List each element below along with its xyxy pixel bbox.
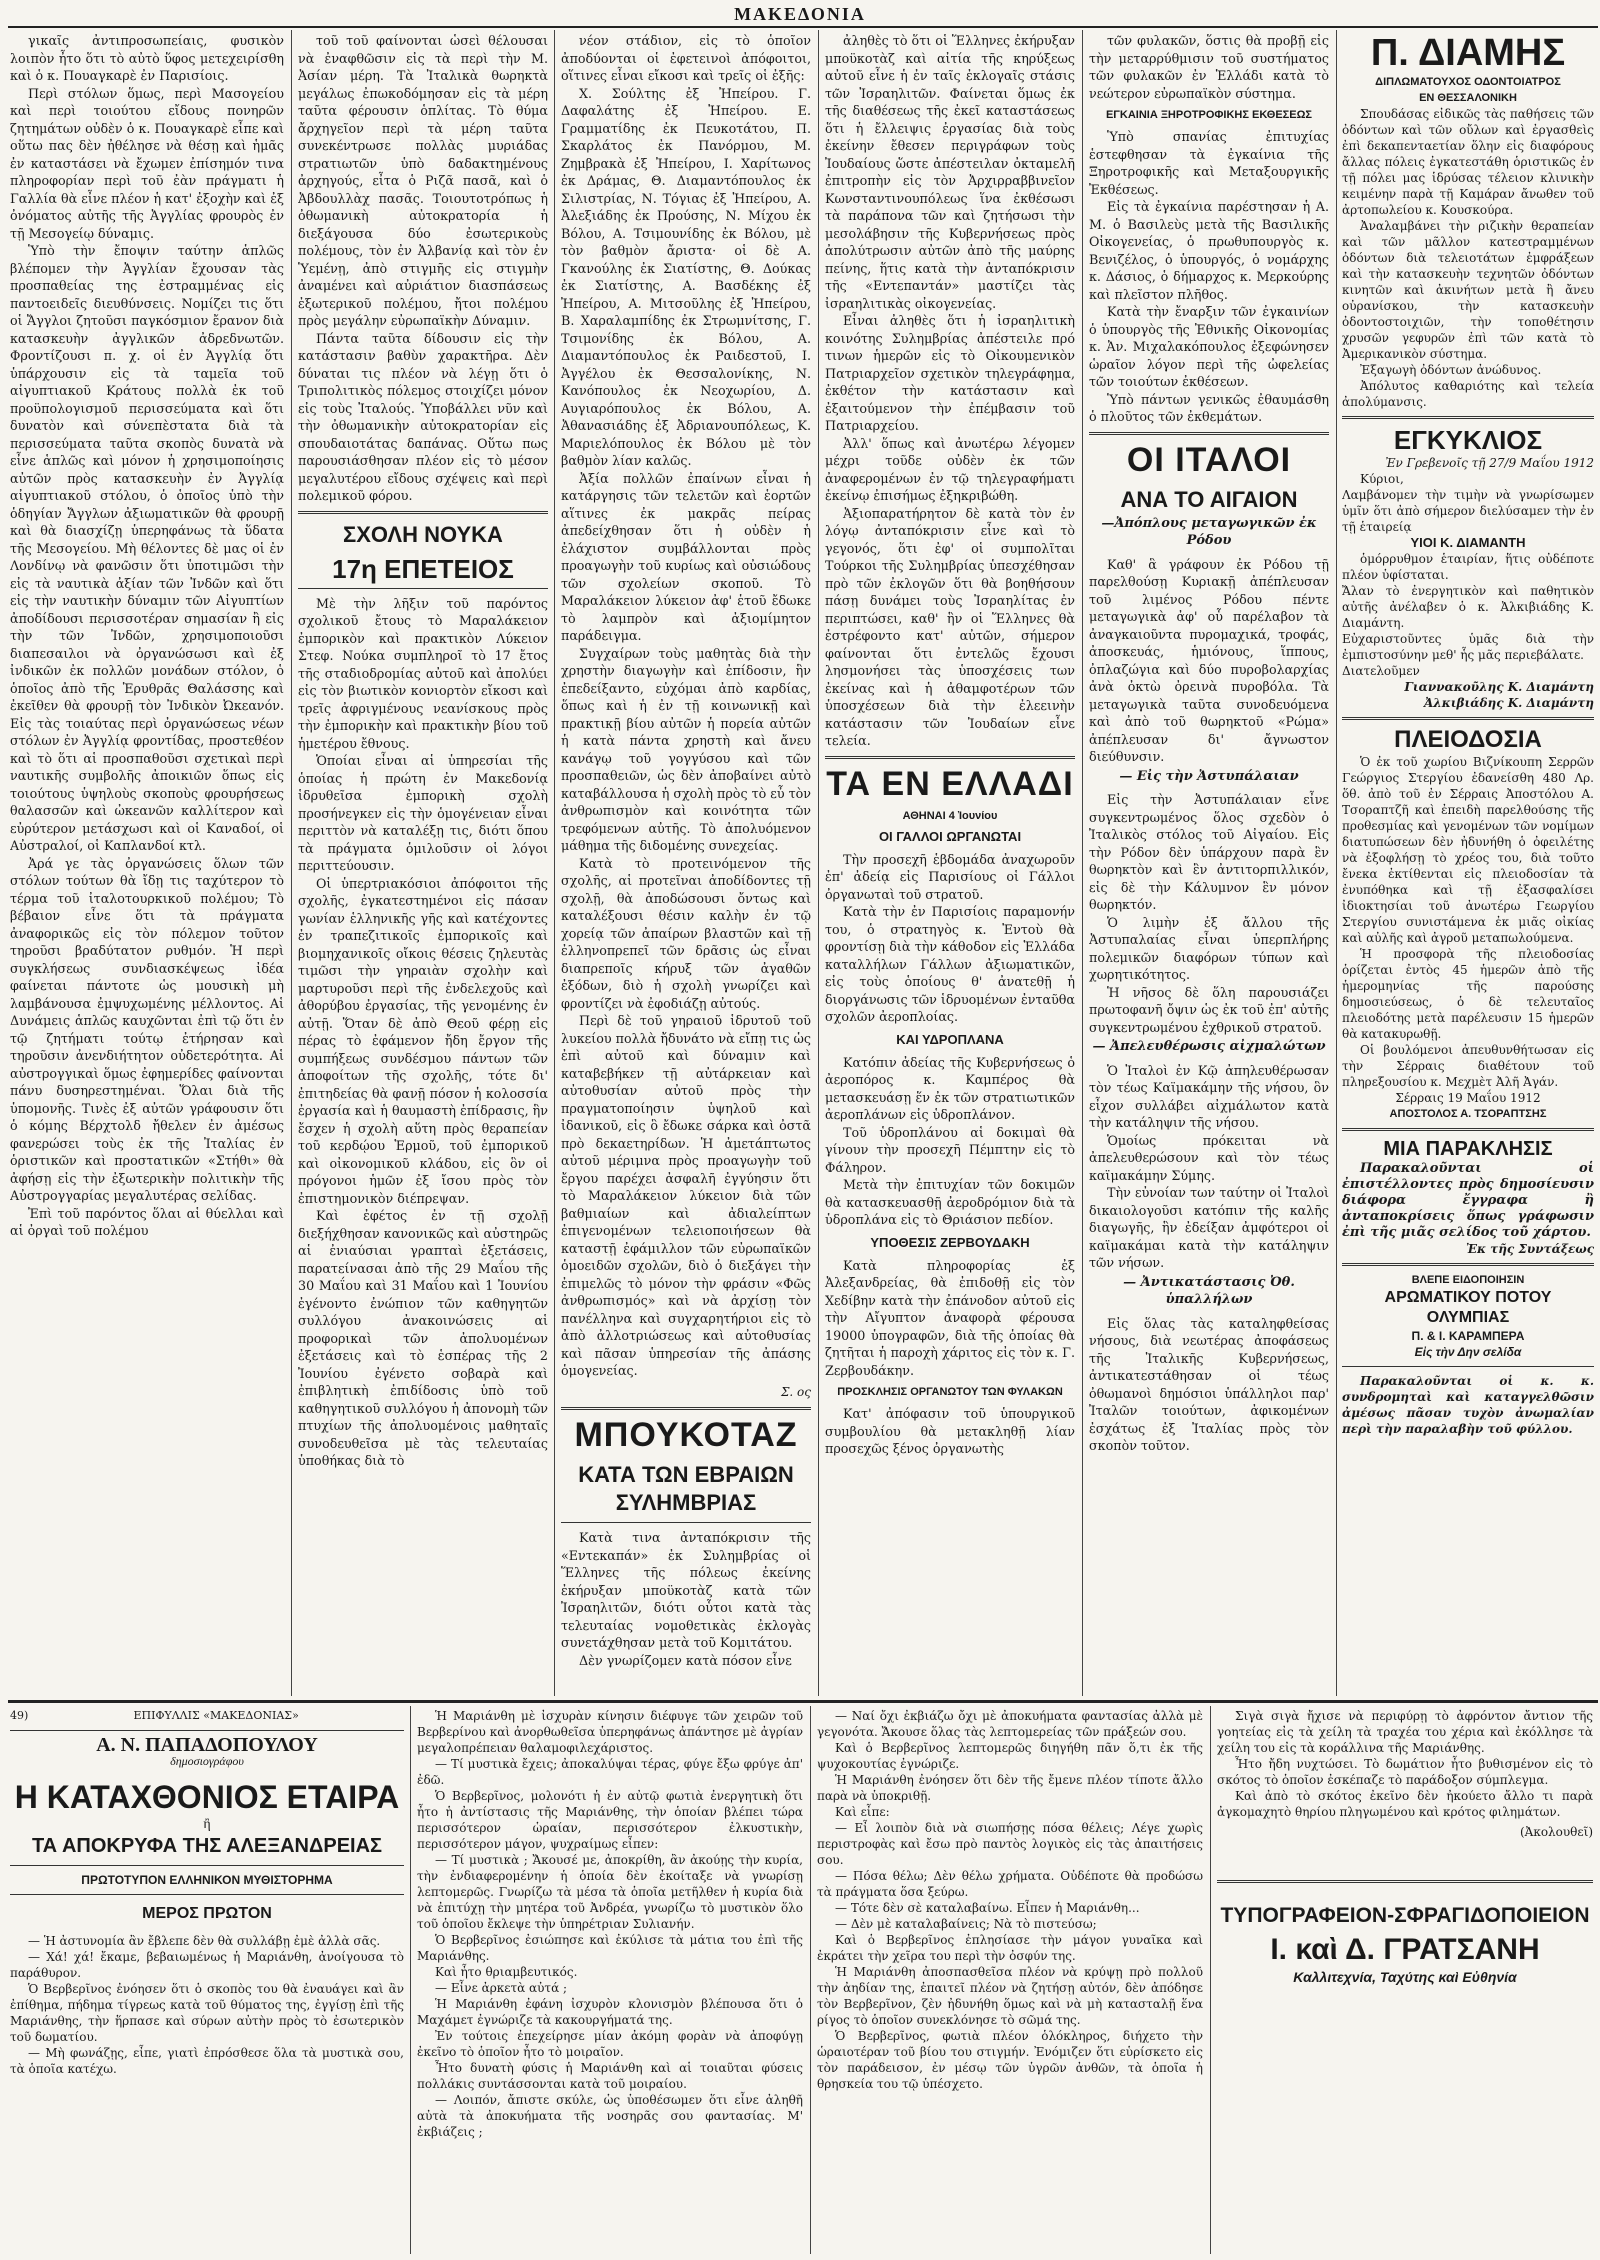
ad-drink-title: ΑΡΩΜΑΤΙΚΟΥ ΠΟΤΟΥ ΟΛΥΜΠΙΑΣ [1384, 1289, 1552, 1326]
top-rule [8, 26, 1598, 28]
serial-header [10, 1708, 404, 1724]
paragraph: Ὁ Ἰταλοὶ ἐν Κῷ ἀπηλευθέρωσαν τὸν τέως Καϊμακάμην τῆς νήσου, ὃν εἶχον συλλάβει αἰχμάλωτον κατὰ τὴν κατάληψιν τῆς νήσου. [1089, 1062, 1329, 1130]
ad-circular-title: ΕΓΚΥΚΛΙΟΣ [1393, 425, 1543, 455]
paragraph: Ἡ Μαριάνθη ἐνόησεν ὅτι δὲν τῆς ἔμενε πλέον τίποτε ἄλλο παρὰ νὰ ὑποκριθῇ. [817, 1773, 1203, 1803]
paragraph: Εἶναι ἀληθὲς ὅτι ἡ ἰσραηλιτικὴ κοινότης Συλημβρίας ἀπέστειλε πρό τινων ἡμερῶν εἰς τὸ Οἰκουμενικὸν Πατριαρχεῖον σχετικὸν τηλεγράφημα, ἐκθέτον τὴν κατάστασιν καὶ ἐξαιτούμενον τὴν ἐπέμβασιν τοῦ Πατριαρχείου. [825, 313, 1075, 433]
paragraph: Ὁ ἐκ τοῦ χωρίου Βιζνίκουπη Σερρῶν Γεώργιος Στεργίου ἐδανείσθη 480 Λρ. ὅθ. ἀπὸ τοῦ ἐν Σέρραις Ἀποστόλου Α. Τσοραπτζῆ καὶ ἐπειδὴ παρελθούσης τῆς προθεσμίας καὶ γενομένων τῶν νομίμων διατυπώσεων δὲν ἠδυνήθη ὁ ὀφειλέτης νὰ ἐξοφλήσῃ τὸ χρέος του, διὰ τοῦτο ἔνεκα ἐκτίθενται εἰς πλειοδοσίαν τὰ ἐνυπόθηκα καὶ τῇ ἐξασφαλίσει ἰδιοκτησίαι τοῦ ἀνωτέρω Γεωργίου Στεργίου συνιστάμενα ἐκ μιᾶς οἰκίας καὶ αὐλῆς καὶ ἀγροῦ μεταπωλούμενα. [1342, 755, 1594, 945]
paragraph: Ἦτο ἤδη νυχτώσει. Τὸ δωμάτιον ἦτο βυθισμένον εἰς τὸ σκότος τὸ ὁποῖον ἐσκέπαζε τὸ παράδοξον σύμπλεγμα. [1217, 1757, 1593, 1787]
divider [1217, 1880, 1593, 1883]
serial-subtitle: ΤΑ ΑΠΟΚΡΥΦΑ ΤΗΣ ΑΛΕΞΑΝΔΡΕΙΑΣ [31, 1835, 383, 1857]
dateline: ΑΘΗΝΑΙ 4 Ἰουνίου [902, 809, 998, 822]
divider [10, 1865, 404, 1866]
ad-auction-date: Σέρραις 19 Μαΐου 1912 [1395, 1091, 1541, 1105]
column-5 [1089, 32, 1329, 1694]
serial-column-1 [10, 1708, 404, 2256]
paragraph: Εἰς τὴν Ἀστυπάλαιαν εἶνε συγκεντρωμένος ὅλος σχεδὸν ὁ Ἰταλικὸς στόλος τοῦ Αἰγαίου. Εἰς τὴν Ρόδον δὲν ὑπάρχουν παρὰ ἓν θωρηκτὸν καὶ ἓν ἀντιτορπιλλικόν, εἰς δὲ τὴν Κάλυμνον ἓν μόνον θωρηκτόν. [1089, 792, 1329, 912]
serial-author-role: δημοσιογράφου [170, 1754, 244, 1768]
paragraph: Κατὰ τινα ἀνταπόκρισιν τῆς «Εντεκαπάν» ἐκ Συλημβρίας οἱ Ἕλληνες τῆς πόλεως ἐκείνης ἐκήρυξαν μποϋκοτὰζ κατὰ τῶν Ἰσραηλιτῶν, διότι οὗτοι κατὰ τὰς τελευταίας νομοθετικὰς ἐκλογὰς συνετάχθησαν μετὰ τοῦ Κομιτάτου. [561, 1530, 811, 1650]
paragraph: — Χά! χά! ἔκαμε, βεβαιωμένως ἡ Μαριάνθη, ἀνοίγουσα τὸ παράθυρον. [10, 1950, 404, 1980]
paragraph: Ὁ λιμὴν ἐξ ἄλλου τῆς Ἀστυπαλαίας εἶναι ὑπερπλήρης πολεμικῶν διαφόρων τύπων καὶ χωρητικότητος. [1089, 914, 1329, 982]
ad-dentist-title: ΔΙΠΛΩΜΑΤΟΥΧΟΣ ΟΔΟΝΤΟΙΑΤΡΟΣ [1375, 76, 1561, 88]
paragraph: Ἀρά γε τὰς ὀργανώσεις ὅλων τῶν στόλων τούτων θὰ ἴδῃ τις ταχύτερον τὸ τέρμα τοῦ ἰταλοτουρκικοῦ πολέμου; Τὸ βέβαιον εἶνε ὅτι τὰ πράγματα ἀναφορικῶς εἰς τὸν πόλεμον τοῦτον τηροῦσι βραδύτατον ρυθμόν. Ἡ περὶ συγκλήσεως συνδιασκέψεως ἰδέα φαίνεται πάντοτε ὡς μουσικὴ μὴ λαμβάνουσα ἐμψυχωμένης μέλλοντος. Αἱ Δυνάμεις ἁπλῶς καυχῶνται ἐπὶ τῷ ὅτι ἐν τῷ ζητήματι τούτῳ ἐτήρησαν καὶ τηροῦσιν ἀνενδιήτητον οὐδετερότητα. Αἱ αὐστρογγικαὶ ὅμως ἐφημερίδες φαίνονται πάνυ δυσηρεστημέναι. Ὅλαι διὰ τῆς ὑπομονῆς. Τινὲς ἐξ αὐτῶν γράφουσιν ὅτι ὁ κόμης Βέρχτολδ ἤθελεν ἐν ἀμέσως φανερώσει τοὺς ἐκ τῆς Ἰταλίας ἐν ὁριστικῶν καὶ προστατικῶν «Στήθι» θὰ ἀφήσῃ εἰς τὴν ἐξωτερικὴν πολιτικὴν τῆς Αὐστρογγαρίας μεγαλυτέρας σελίδας. [10, 855, 284, 1203]
column-rule [1082, 30, 1083, 1696]
paragraph: — Μὴ φωνάζῃς, εἶπε, γιατὶ ἐπρόσθεσε ὅλα τὰ μυστικὰ σου, τὰ ὁποῖα κατέχω. [10, 2046, 404, 2076]
serial-title-or: ἢ [203, 1817, 211, 1832]
paragraph: Ἀναλαμβάνει τὴν ριζικὴν θεραπείαν καὶ τῶν μᾶλλον κατεστραμμένων ὀδόντων διὰ τελειοτάτων ἐμφράξεων καὶ τὴν κατασκευὴν τεχνητῶν ὀδόντων κινητῶν καὶ ἀκινήτων μετὰ ἢ ἄνευ οὐρανίσκου, τὴν κατασκευὴν ὀδοντοστοιχιῶν, τὴν τοποθέτησιν χρυσῶν γεφυρῶν ἐπὶ τῶν κατὰ τὸ Ἀμερικανικὸν σύστημα. [1342, 219, 1594, 361]
paragraph: Τοῦ ὑδροπλάνου αἱ δοκιμαὶ θὰ γίνουν τὴν προσεχῆ Πέμπτην εἰς τὸ Φάληρον. [825, 1124, 1075, 1175]
paragraph: Εἰς ὅλας τὰς καταληφθείσας νήσους, διὰ νεωτέρας ἀποφάσεως τῆς Ἰταλικῆς Κυβερνήσεως, ἀντικατεστάθησαν οἱ τέως ὀθωμανοὶ δημόσιοι ὑπάλληλοι παρ' Ἰταλῶν τοιούτων, ἀφικομένων ἐσχάτως ἐξ Ἰταλίας πρὸς τὸν σκοπὸν τοῦτον. [1089, 1315, 1329, 1453]
subhead-zervoudakis: ΥΠΟΘΕΣΙΣ ΖΕΡΒΟΥΔΑΚΗ [870, 1234, 1030, 1250]
serial-top-rule [8, 1700, 1598, 1703]
paragraph: Σιγὰ σιγὰ ἤχισε νὰ περιφύρῃ τὸ ἀφρόντον ἄντιον τῆς γοητείας εἰς τὰ χείλη τὰ τραχέα του χέρια καὶ ἐκόλλησε τὰ χείλη του εἰς τὰ κοράλλινα τῆς Μαριάνθης. [1217, 1709, 1593, 1755]
divider [825, 756, 1075, 759]
serial-number: 49) [10, 1709, 29, 1722]
paragraph: Ἐξαγωγὴ ὀδόντων ἀνώδυνος. [1360, 363, 1542, 377]
ad-drink-maker: Π. & Ι. ΚΑΡΑΜΠΕΡΑ [1411, 1329, 1525, 1343]
column-3 [561, 32, 811, 1694]
paragraph: γικαῖς ἀντιπροσωπείαις, φυσικὸν λοιπὸν ἦτο ὅτι τὸ αὐτὸ ὕφος μετεχειρίσθη καὶ ὁ κ. Πουαγκαρὲ ἐν Παρισίοις. [10, 33, 284, 83]
paragraph: Ἡ Μαριάνθη ἀποσπασθεῖσα πλέον νὰ κρύψῃ πρὸ πολλοῦ τὴν ἀηδίαν της, ἐπαιτεῖ πλέον νὰ ζητήσῃ αὐτόν, δὲν ἀπόδησε τὸν Βερβερῖνον, ζὲν ἠδυνήθη ὅμως καὶ νὰ μὴ κατασταλῇ ἕνα ρίγος τὸ ὁποῖον συνεκλόνησε τὸ σῶμά της. [817, 1965, 1203, 2027]
ad-circular-signature: Ἀλκιβιάδης Κ. Διαμάντη [1423, 696, 1594, 710]
paragraph: Πάντα ταῦτα δίδουσιν εἰς τὴν κατάστασιν βαθὺν χαρακτῆρα. Δὲν δύναται τις πλέον νὰ λέγῃ ὅτι ὁ Τριπολιτικὸς πόλεμος στοιχίζει μόνον εἰς τοὺς Ἰταλούς. Ὑποβάλλει νῦν καὶ τὴν ὀθωμανικὴν αὐτοκρατορίαν εἰς σπουδαιοτάτας δαπάνας. Οὕτω πως παρουσιάσθησαν πλέον εἰς τὸ μέσον μεγαλυτέρου εἴδους σχέψεις καὶ περὶ πολεμικοῦ φόρου. [298, 330, 548, 503]
serial-label: ΕΠΙΦΥΛΛΙΣ «ΜΑΚΕΔΟΝΙΑΣ» [133, 1709, 299, 1722]
subhead-exhibition: ΕΓΚΑΙΝΙΑ ΞΗΡΟΤΡΟΦΙΚΗΣ ΕΚΘΕΣΕΩΣ [1105, 109, 1313, 121]
subhead-selymbria: ΣΥΛΗΜΒΡΙΑΣ [615, 1490, 757, 1515]
serial-genre: ΠΡΩΤΟΤΥΠΟΝ ΕΛΛΗΝΙΚΟΝ ΜΥΘΙΣΤΟΡΗΜΑ [81, 1873, 333, 1887]
paragraph: Παρακαλοῦνται οἱ ἐπιστέλλοντες πρὸς δημοσίευσιν διάφορα ἔγγραφα ἢ ἀνταποκρίσεις ὅπως γράφωσιν ἐπὶ τῆς μιᾶς σελίδος τοῦ χάρτου. [1342, 1161, 1594, 1240]
paragraph: Ὁμοίως πρόκειται νὰ ἀπελευθερώσουν καὶ τὸν τέως καϊμακάμην Σύμης. [1089, 1132, 1329, 1183]
paragraph: Περὶ δὲ τοῦ γηραιοῦ ἱδρυτοῦ τοῦ λυκείου πολλὰ ἤδυνάτο νὰ εἴπῃ τις ὡς ἐπὶ αὐτοῦ καὶ δύναμιν καὶ καταβεβήκεν τῇ αὐτάρκειαν καὶ αὐτοθυσίαν αὐτοῦ πρὸς τὴν πραγματοποίησιν ὑψηλοῦ καὶ ἰδανικοῦ, εἰς ὃ ἔδωκε σάρκα καὶ ὀστᾶ πρὸ δεκαετηρίδων. Ἡ ἀμετάπτωτος αὐτοῦ μέριμνα πρὸς προαγωγὴν τοῦ ἔργου παρέχει ἀσφαλῆ ἐγγύησιν ὅτι τὸ Μαραλάκειον λύκειον διὰ τῶν βαθμιαίων καὶ ἀδιαλείπτων ἐπιγενομένων τελειοποιήσεων θὰ καταστῇ ἐφάμιλλον τῶν εὐρωπαϊκῶν ὁμοειδῶν σχολῶν, διὸ ὁ διεξάγει τὴν ἐπιμελῶς τὸ μόνον τὴν φράσιν «Φῶς ἀνθρωπισμός» καὶ νὰ ἀρχίσῃ τὸν πανέλληνα καὶ συγχαρητήριοι εἰς τὸ ἀπὸ ἀλλοτριώσεως καὶ αὐτοθυσίας καὶ πᾶσαν ὑπηρεσίαν τῆς ἀπάσης ὁμογενείας. [561, 1013, 811, 1378]
paragraph: τῶν φυλακῶν, ὅστις θὰ προβῇ εἰς τὴν μεταρρύθμισιν τοῦ συστήματος τῶν φυλακῶν ἐν Ἑλλάδι κατὰ τὸ νεώτερον εὐρωπαϊκὸν σύστημα. [1089, 33, 1329, 101]
paragraph: Ὁ Βερβερῖνος ἐνόησεν ὅτι ὁ σκοπὸς του θὰ ἐναυάγει καὶ ἂν ἐπίθημα, πήδημα τίγρεως κατὰ τοῦ θύματος της, ἐγγίσῃ ἐπὶ τῆς Μαριάνθης, τὴν ἥρπασε καὶ σύρων αὐτὴν πρὸς τὸ ἐσωτερικὸν τοῦ δωματίου. [10, 1982, 404, 2044]
headline-italians: ΟΙ ΙΤΑΛΟΙ [1126, 440, 1292, 479]
subhead-aegean: ΑΝΑ ΤΟ ΑΙΓΑΙΟΝ [1120, 486, 1298, 512]
divider [10, 1730, 404, 1731]
paragraph: Ἡ νῆσος δὲ ὅλη παρουσιάζει πρωτοφανῆ ὄψιν ὡς ἐκ τοῦ ἐπ' αὐτῆς συγκεντρωμένου ἐχθρικοῦ στρατοῦ. [1089, 984, 1329, 1035]
divider [298, 588, 548, 589]
paragraph: Ἀπόλυτος καθαριότης καὶ τελεία ἀπολύμανσις. [1342, 379, 1594, 409]
paragraph: Κατὰ πληροφορίας ἐξ Ἀλεξανδρείας, θὰ ἐπιδοθῇ εἰς τὸν Χεδίβην κατὰ τὴν ἐπάνοδον αὐτοῦ εἰς τὴν Αἴγυπτον ἀναφορὰ φέρουσα 19000 ὑπογραφῶν, διὰ τῆς ὁποίας θὰ ζητῆται ἡ παροχὴ χάριτος εἰς τὸν κ. Γ. Ζερβουδάκην. [825, 1257, 1075, 1378]
serial-continued: (Ἀκολουθεῖ) [1519, 1825, 1593, 1839]
paragraph: Ἡ Μαριάνθη ἐφάνη ἰσχυρὸν κλονισμὸν βλέπουσα ὅτι ὁ Μαχάμετ ἐγνώριζε τὰ κακουργήματά της. [417, 1997, 803, 2027]
paragraph: Σπουδάσας εἰδικῶς τὰς παθήσεις τῶν ὀδόντων καὶ τῶν οὔλων καὶ ἐργασθεὶς ἐπὶ δεκαπενταετίαν ὅλην εἰς διαφόρους ἄλλας πόλεις ἐγκατεστάθη ὁριστικῶς ἐν τῇ πόλει μας ἱδρύσας τέλειον κλινικὴν κειμένην παρὰ τῇ Καμάραν ἄνωθεν τοῦ ἀρτοπωλείου κ. Κουσκούρα. [1342, 107, 1594, 217]
paragraph: — Λοιπόν, ἄπιστε σκύλε, ὡς ὑποθέσωμεν ὅτι εἶνε ἀληθῆ αὐτὰ τὰ ἀποκυήματα τῆς νοσηρᾶς σου φαντασίας. Μ' ἐκβιάζεις ; [417, 2093, 803, 2139]
divider [298, 511, 548, 514]
ad-dentist-location: ΕΝ ΘΕΣΣΑΛΟΝΙΚΗ [1419, 92, 1517, 104]
paragraph: Καὶ εἶπε: [835, 1805, 890, 1819]
serial-title: Η ΚΑΤΑΧΘΟΝΙΟΣ ΕΤΑΙΡΑ [14, 1779, 400, 1815]
headline-boycott: ΜΠΟΥΚΟΤΑΖ [574, 1416, 798, 1454]
ad-printshop-title: ΤΥΠΟΓΡΑΦΕΙΟΝ-ΣΦΡΑΓΙΔΟΠΟΙΕΙΟΝ [1220, 1904, 1590, 1927]
ad-auction-title: ΠΛΕΙΟΔΟΣΙΑ [1394, 726, 1542, 753]
paragraph: νέον στάδιον, εἰς τὸ ὁποῖον ἀποδύονται οἱ ἐφετεινοὶ ἀπόφοιτοι, οἵτινες εἶναι εἴκοσι καὶ τρεῖς οἱ ἐξῆς: [561, 33, 811, 83]
paragraph: Ἀλλ' ὅπως καὶ ἀνωτέρω λέγομεν μέχρι τοῦδε οὐδὲν ἐκ τῶν ἀναφερομένων ἐν τῷ τηλεγραφήματι ἐκείνῳ ἐπισήμως ἐξηκριβώθη. [825, 435, 1075, 503]
serial-column-2 [417, 1708, 803, 2256]
ad-circular-firm: ΥΙΟΙ Κ. ΔΙΑΜΑΝΤΗ [1410, 535, 1526, 550]
paragraph: Ἡ Μαριάνθη μὲ ἰσχυρὰν κίνησιν διέφυγε τῶν χειρῶν τοῦ Βερβερίνου καὶ ἀνορθωθεῖσα ὑπερηφάνως ἀπάντησε μὲ ἀγρίαν μεγαλοπρέπειαν θαλαμοφιλεχάριστος. [417, 1709, 803, 1755]
paragraph: Κατὰ τὸ προτεινόμενον τῆς σχολῆς, αἱ προτεῖναι ἀποδίδοντες τῇ σχολῇ, θὰ ἀποδώσουσι ὄντως καὶ καταλέξουσι θέσιν καλὴν ἐν τῷ χορείᾳ τῶν ἀπαίρων βλαστῶν καὶ τῇ ἐλληνοπρεπεῖ τῶν δρᾶσις ὡς εἶναι διαπρεποῖς κήρυξ τῶν ἀγαθῶν ἐξόδων, διὸ ἡ σχολὴ γνωρίζει καὶ φροντίζει νὰ ἐφοδιάζῃ αὐτούς. [561, 855, 811, 1011]
divider [1342, 1366, 1594, 1367]
ad-dentist-name: Π. ΔΙΑΜΗΣ [1370, 32, 1566, 74]
ad-request-title: ΜΙΑ ΠΑΡΑΚΛΗΣΙΣ [1383, 1138, 1553, 1160]
paragraph: Καὶ ἦτο θριαμβευτικός. [435, 1965, 578, 1979]
paragraph: — Ναί ὄχι ἐκβιάζω ὄχι μὲ ἀποκυήματα φαντασίας ἀλλὰ μὲ γεγονότα. Ἄκουσε ὅλας τὰς λεπτομερείας τῶν πράξεών σου. [817, 1709, 1203, 1739]
paragraph: Κατὰ τὴν ἔναρξιν τῶν ἐγκαινίων ὁ ὑπουργὸς τῆς Ἐθνικῆς Οἰκονομίας κ. Ἀν. Μιχαλακόπουλος ἐξεφώνησεν ὡραῖον λόγον περὶ τῆς ὠφελείας τῶν τοιούτων ἐκθέσεων. [1089, 304, 1329, 389]
paragraph: Καὶ ἐφέτος ἐν τῇ σχολῇ διεξήχθησαν κανονικῶς καὶ αὐστηρῶς αἱ ἐνιαύσιαι γραπταὶ ἐξετάσεις, παρατείνασαι ἀπὸ τῆς 29 Μαΐου τῆς 30 Μαΐου καὶ 31 Μαΐου καὶ 1 Ἰουνίου ἐγένοντο ἐνώπιον τῶν καθηγητῶν συλλόγου ἀνακοινώσεις αἱ προφορικαὶ τῶν ἀπολυομένων ἐξετάσεις καὶ τὸ ἑσπέρας τῆς 2 Ἰουνίου ἐγένετο σοβαρὰ καὶ ἐπιβλητικὴ ἐπιδίδοσις ὑπὸ τοῦ καθηγητικοῦ συλλόγου ἡ ἀπονομὴ τῶν πτυχίων τῆς ἀπολυομένοις μαθηταῖς συνοδευθεῖσα μὲ τὰς τελευταίας ὑποθήκας διὰ τὸ [298, 1208, 548, 1468]
ad-auction-signature: ΑΠΟΣΤΟΛΟΣ Α. ΤΣΟΡΑΠΤΣΗΣ [1389, 1108, 1547, 1120]
divider [1342, 1128, 1594, 1131]
ad-drink-page: Εἰς τὴν Δην σελίδα [1414, 1345, 1522, 1359]
paragraph: Ἦτο δυνατὴ φύσις ἡ Μαριάνθη καὶ αἱ τοιαῦται φύσεις πολλάκις συντάσσονται κατὰ τοῦ μοιραίου. [417, 2061, 803, 2091]
subhead-prisons: ΠΡΟΣΚΛΗΣΙΣ ΟΡΓΑΝΩΤΟΥ ΤΩΝ ΦΥΛΑΚΩΝ [837, 1386, 1063, 1398]
headline-greece: ΤΑ ΕΝ ΕΛΛΑΔΙ [826, 764, 1074, 803]
paragraph: ἀληθὲς τὸ ὅτι οἱ Ἕλληνες ἐκήρυξαν μποϋκοτὰζ καὶ αἰτία τῆς κηρύξεως αὐτοῦ εἶνε ἡ ἐν ταῖς ἐκλογαῖς στάσις τῶν Ἰσραηλιτῶν. Φαίνεται ὅμως ἐκ τῆς διαθέσεως τῆς ἐκεῖ καταστάσεως ὅτι ἡ ἔλλειψις ἐργασίας διὰ τοὺς ἐκείνην ἔθεσεν περιγράφων τοὺς Ἰουδαίους ὥστε ἀπέστειλαν ὀκταμελῆ ἐπιτροπὴν εἰς τὸν Ἀρχιρραββινεῖον Κωνσταντινουπόλεως ἵνα ἐκθέσωσι τὰ παράπονα τῶν καὶ ζητήσωσι τὴν μεσολάβησιν τῆς Κυβερνήσεως πρὸς ἀπολύτρωσιν αὐτῶν ἀπὸ τῆς μαύρης πείνης, ἥτις κατὰ τὴν ἀνταπόκρισιν τῆς «Εντεπαντάν» μαστίζει τὰς ἰσραηλιτικὰς οἰκογενείας. [825, 33, 1075, 311]
subhead-astypalaia: — Εἰς τὴν Ἀστυπάλαιαν [1119, 768, 1299, 784]
column-rule [810, 1706, 811, 2254]
column-4 [825, 32, 1075, 1694]
paragraph: Ὑπὸ πάντων γενικῶς ἐθαυμάσθη ὁ πλοῦτος τῶν ἐκθεμάτων. [1089, 391, 1329, 424]
paragraph: Κύριοι, Λαμβάνομεν τὴν τιμὴν νὰ γνωρίσωμεν ὑμῖν ὅτι ἀπὸ σήμερον διελύσαμεν τὴν ἐν τῇ ἑταιρείᾳ [1342, 472, 1594, 534]
column-1 [10, 32, 284, 1694]
paragraph: Καθ' ἃ γράφουν ἐκ Ρόδου τῇ παρελθούσῃ Κυριακῇ ἀπέπλευσαν τοῦ λιμένος Ρόδου πέντε μεταγωγικὰ ἀφ' οὗ παρέλαβον τὰ ἀναγκαιοῦντα πυρομαχικά, τροφάς, ἀποσκευάς, ἡμιόνους, ἵππους, ὀπλαζώγια καὶ δύο πυροβολαρχίας ἀνὰ ὀκτὼ ὀρεινὰ πυροβόλα. Τὰ μεταγωγικὰ ταῦτα συνοδευόμενα καὶ ἀπὸ τοῦ θωρηκτοῦ «Ρώμα» ἀπέπλευσαν δι' ἄγνωστον διεύθυνσιν. [1089, 556, 1329, 764]
subhead-anniversary: 17η ΕΠΕΤΕΙΟΣ [332, 553, 514, 584]
paragraph: — Τότε δὲν σὲ καταλαβαίνω. Εἶπεν ἡ Μαριάνθη... [835, 1901, 1140, 1915]
column-rule [1336, 30, 1337, 1696]
paragraph: — Εἶ λοιπὸν διὰ νὰ σιωπήσῃς πόσα θέλεις; Λέγε χωρὶς περιστροφὰς καὶ ἔσω πρὸ παντὸς λογικὸς εἰς τὰς ἀπαιτήσεις σου. [817, 1821, 1203, 1867]
subhead-prisoners: — Ἀπελευθέρωσις αἰχμαλώτων [1092, 1039, 1326, 1054]
paragraph: Καὶ ὁ Βερβερῖνος λεπτομερῶς διηγήθη πᾶν ὅ,τι ἐκ τῆς ψυχοκουτίας ἐγνώριζε. [817, 1741, 1203, 1771]
column-rule [291, 30, 292, 1696]
paragraph: Ἀξία πολλῶν ἐπαίνων εἶναι ἡ κατάργησις τῶν τελετῶν καὶ ἑορτῶν αἵτινες ἐκ μακρᾶς πείρας ἀπεδείχθησαν ὅτι ἡ οὐδὲν ἡ ἐλάχιστον συμβάλλονται πρὸς προαγωγὴν τοῦ κυρίως καὶ οὐσιώδους τῶν σχολείων σκοποῦ. Τὸ Μαραλάκειον λύκειον ἀφ' ἑτοῦ ἔδωκε τὸ λαμπρὸν καὶ ἀξιομίμητον παράδειγμα. [561, 470, 811, 643]
paragraph: Παρακαλοῦνται οἱ κ. κ. συνδρομηταὶ καὶ καταγγελθῶσιν ἀμέσως πᾶσαν τυχὸν ἀνωμαλίαν περὶ τὴν παραλαβὴν τοῦ φύλλου. [1342, 1374, 1594, 1436]
paragraph: — Δὲν μὲ καταλαβαίνεις; Νὰ τὸ πιστεύσω; [835, 1917, 1097, 1931]
column-2 [298, 32, 548, 1694]
ad-drink-pre: ΒΛΕΠΕ ΕΙΔΟΠΟΙΗΣΙΝ [1411, 1274, 1525, 1286]
divider [1089, 432, 1329, 435]
paragraph: Καὶ ὁ Βερβερῖνος ἐπλησίασε τὴν μάγον γυναῖκα καὶ ἐκράτει τὴν χεῖρα του περὶ τὴν ὀσφύν της. [817, 1933, 1203, 1963]
paragraph: Ὁ Βερβερῖνος, φωτιὰ πλέον ὁλόκληρος, διήχετο τὴν ὡραιοτέραν τοῦ βίου του στιγμήν. Ἐνόμιζεν ὅτι εὑρίσκετο εἰς τὸν παράδεισον, ἐν μέσῳ τῶν ὑγρῶν ἀνθῶν, τὰ ὁποῖα ἡ θρησκεία του τῷ ὑπέσχετο. [817, 2029, 1203, 2091]
paragraph: — Τί μυστικὰ ἔχεις; ἀποκαλύψαι τέρας, φύγε ἔξω φρύγε ἀπ' ἐδῶ. [417, 1757, 803, 1787]
paragraph: Ὁποίαι εἶναι αἱ ὑπηρεσίαι τῆς ὁποίας ἡ πρώτη ἐν Μακεδονίᾳ ἱδρυθεῖσα ἐμπορικὴ σχολὴ προσήνεγκεν εἰς τὴν ὁμογένειαν εἶναι περιττὸν νὰ καταλέξῃ τις, διότι ὅπου τὰ πράγματα ὁμιλοῦσιν οἱ λόγοι περιττεύουσιν. [298, 753, 548, 873]
ad-printshop-name: Ι. καὶ Δ. ΓΡΑΤΣΑΝΗ [1270, 1933, 1540, 1966]
serial-part: ΜΕΡΟΣ ΠΡΩΤΟΝ [142, 1905, 272, 1922]
subhead-officials: — Ἀντικατάστασις Ὀθ. ὑπαλλήλων [1123, 1274, 1295, 1307]
divider [1342, 1263, 1594, 1266]
paragraph: ὁμόρρυθμον ἑταιρίαν, ἥτις οὐδέποτε πλέον ὑφίσταται. Ἄλαν τὸ ἐνεργητικὸν καὶ παθητικὸν αὐτῆς ἀνέλαβεν ὁ κ. Ἀλκιβιάδης Κ. Διαμάντη. Εὐχαριστοῦντες ὑμᾶς διὰ τὴν ἐμπιστοσύνην μεθ' ἧς μᾶς περιεβάλατε. Διατελοῦμεν [1342, 552, 1594, 678]
paragraph: Ὑπὸ τὴν ἔποψιν ταύτην ἁπλῶς βλέπομεν τὴν Ἀγγλίαν ἔχουσαν τὰς προσπαθείας της ἐστραμμένας εἰς παντοειδεῖς διευθύνσεις. Νομίζει τις ὅτι οἱ Ἄγγλοι ζητοῦσι παγκόσμιον ἔρανον διὰ κατασκευὴν ἀγγλικῶν ἀδρεδνωτῶν. Φροντίζουσι π. χ. οἱ ἐν Ἀγγλίᾳ ὅτι ὑπάρχουσιν εἰς τὰ ταμεῖα τοῦ αἰγυπτιακοῦ Κράτους πολλὰ ἐκ τοῦ προϋπολογισμοῦ περισσεύματα καὶ ὅτι δυνατὸν καὶ σύνεπὲστατα διὰ τὰ περισσεύματα ταῦτα σκοπὸς δυνατὰ νὰ εἶνε ἁπλῶς καὶ μόνον ἡ χρησιμοποίησις αὐτῶν πρὸς κατασκευὴν ἐν Ἀγγλίᾳ αἰγυπτιακοῦ στόλου, ὁ ὁποῖος ὑπὸ τὴν ὁδηγίαν Ἄγγλων ἀξιωματικῶν θὰ φρουρῇ καὶ θὰ διασχίζῃ ὑπερηφάνως τὰ ὕδατα τῆς Μεσογείου. Μὴ θέλοντες δὲ μας οἱ ἐν Λονδίνῳ νὰ φανῶσιν ὅτι ὑποτιμῶσι τὴν εἰς τὰ ναυτικὰ ἀξίαν τῶν Ἰνδῶν καὶ ὅτι εἰς τὴν ναυτικὴν δύναμιν τῶν Αἰγυπτίων ἀποδίδουσι περισσοτέραν σημασίαν ἢ εἰς τὴν τῶν Ἰνδῶν, χρησιμοποιοῦσι διαπεσαιλοι νὰ ὀργανώσωσι καὶ ἐξ ἰνδικῶν ἐκ πολλῶν μονάδων στόλον, ὁ ὁποῖος ἀπὸ τῆς Ἐρυθρᾶς Θαλάσσης καὶ ἐκεῖθεν θὰ φρουρῇ τὸν Ἰνδικὸν Ὠκεανόν. Εἰς τὰς τοιαύτας περὶ ὀργανώσεως νέων στόλων ἐν Ἀγγλίᾳ φροντίδας, προστεθέον καὶ τὸ ὅτι αἱ προσπαθοῦσι σχετικαὶ περὶ ναυτικῆς συμβολῆς ἀποικιῶν ὅπως εἰς τοιούτους ὑψηλοὺς σκοποὺς φρουρήσεως θαλασσῶν καὶ ὠκεανῶν καλλίτερον καὶ εὐρύτερον μετάσχωσι καὶ οἱ Καναδοί, οἱ Αὐστραλοί, οἱ Καπλανδοί κτλ. [10, 243, 284, 853]
divider [561, 1407, 811, 1410]
paragraph: Καὶ ἀπὸ τὸ σκότος ἐκεῖνο δὲν ἠκούετο ἄλλο τι παρὰ ἀγκομαχητὸ θηρίου πληγωμένου καὶ κρότος φιλημάτων. [1217, 1789, 1593, 1819]
serial-column-3 [817, 1708, 1203, 2256]
paragraph: τοῦ τοῦ φαίνονται ὡσεὶ θέλουσαι νὰ ἐναφθῶσιν εἰς τὰ περὶ τὴν Μ. Ἀσίαν μέρη. Τὰ Ἰταλικὰ θωρηκτὰ μεγάλως ἐπωκοδόμησαν εἰς τὰ μέρη ταῦτα φέρουσιν ὁπλίτας. Τὸ θύμα ἄρχηγεῖον περὶ τὰ μέρη ταῦτα συνεκέντρωσε πολλὰς μυριάδας στρατιωτῶν ὑπὸ δαδακτημένους ἀρχηγούς, εἶτα ὁ Ριζᾶ πασᾶ, καὶ ὁ Ἀβδουλλὰχ πασᾶς. Τοιουτοτρόπως ἡ ὀθωμανικὴ αὐτοκρατορία ἡ διεξάγουσα δύο ἐσωτερικοὺς πολέμους, τὸν ἐν Ἀλβανίᾳ καὶ τὸν ἐν Ὑεμένῃ, ἀπὸ στιγμῆς εἰς στιγμὴν ἀναμένει καὶ αὐριάτιον διασπάσεως ἐξωτερικοῦ πολέμου, ἤτοι πολέμου πρὸς μεγάλην εὐρωπαϊκὴν Δύναμιν. [298, 33, 548, 328]
paragraph: Κατ' ἀπόφασιν τοῦ ὑπουργικοῦ συμβουλίου θὰ μετακληθῇ λίαν προσεχῶς ξένος ὀργανωτὴς [825, 1406, 1075, 1456]
paragraph: Ἐν τούτοις ἐπεχείρησε μίαν ἀκόμη φορὰν νὰ ἀποφύγῃ ἐκεῖνο τὸ ὁποῖον ἦτο τὸ μοιραῖον. [417, 2029, 803, 2059]
paragraph: Περὶ στόλων ὅμως, περὶ Μασογείου καὶ περὶ τοιούτου εἴδους πονηρῶν ζητημάτων οὐδὲν ὁ κ. Πουαγκαρὲ εἶπε καὶ οὕτω πας δὲν ἠθέλησε νὰ θέσῃ καὶ ἡμᾶς ἐν καταστάσει νὰ ἔχωμεν ἐπίσημόν τινα πληροφορίαν περὶ τοῦ ἐὰν πράγματι ἡ Γαλλία θὰ εἶνε πλέον ἡ κατ' ἐξοχὴν καὶ ἐξ ὀνόματος αὐτῆς τῆς Ἀγγλίας φρουρὸς ἐν τῇ Μεσογείῳ δύναμις. [10, 85, 284, 241]
ad-circular-signature: Γιαννακοῦλης Κ. Διαμάντη [1404, 680, 1594, 694]
headline-school: ΣΧΟΛΗ ΝΟΥΚΑ [343, 521, 503, 547]
paragraph: Ὁ Βερβερῖνος, μολονότι ἡ ἐν αὐτῷ φωτιὰ ἐνεργητικὴ ὅτι ἦτο ἡ ἀντίστασις τῆς Μαριάνθης, τὴν ὁποίαν βλέπει τώρα περισσότερον ὡραίαν, περισσότερον ἐλκυστικὴν, περισσότερον μάγον, ψυχραίμως εἶπεν: [417, 1789, 803, 1851]
column-rule [554, 30, 555, 1696]
paragraph: Εἰς τὰ ἐγκαίνια παρέστησαν ἡ Α. Μ. ὁ Βασιλεὺς μετὰ τῆς Βασιλικῆς Οἰκογενείας, ὁ πρωθυπουργὸς κ. Βενιζέλος, ὁ ὑπουργός, ὁ νομάρχης κ. Δάσιος, ὁ δήμαρχος κ. Μερκούρης καὶ πλεῖστον πλῆθος. [1089, 199, 1329, 302]
paragraph: Ὁ Βερβερῖνος ἐσιώπησε καὶ ἐκύλισε τὰ μάτια του ἐπὶ τῆς Μαριάνθης. [417, 1933, 803, 1963]
divider [10, 1894, 404, 1895]
paragraph: Δὲν γνωρίζομεν κατὰ πόσον εἶνε [579, 1652, 792, 1668]
masthead: ΜΑΚΕΔΟΝΙΑ [734, 4, 866, 24]
paragraph: Κατόπιν ἀδείας τῆς Κυβερνήσεως ὁ ἀεροπόρος κ. Καμπέρος θὰ μετασκευάσῃ ἕν ἐκ τῶν στρατιωτικῶν ἀεροπλάνων εἰς ὑδροπλάνον. [825, 1054, 1075, 1122]
subhead-boycott: ΚΑΤΑ ΤΩΝ ΕΒΡΑΙΩΝ [578, 1462, 794, 1487]
paragraph: Ὑπὸ σπανίας ἐπιτυχίας ἑστεφθησαν τὰ ἐγκαίνια τῆς Ξηροτροφικῆς καὶ Μεταξουργικῆς Ἐκθέσεως. [1089, 129, 1329, 197]
column-rule [818, 30, 819, 1696]
ad-circular-date: Ἐν Γρεβενοῖς τῇ 27/9 Μαΐου 1912 [1385, 456, 1594, 470]
paragraph: Τὴν προσεχῆ ἑβδομάδα ἀναχωροῦν ἐπ' ἀδείᾳ εἰς Παρισίους οἱ Γάλλοι ὀργανωταὶ τοῦ στρατοῦ. [825, 851, 1075, 902]
paragraph: Ἐπὶ τοῦ παρόντος ὅλαι αἱ θύελλαι καὶ αἱ ὀργαὶ τοῦ πολέμου [10, 1205, 284, 1238]
article-signature: Σ. ος [780, 1384, 811, 1399]
subhead-rhodes: —Ἀπόπλους μεταγωγικῶν ἐκ Ρόδου [1101, 515, 1317, 548]
paragraph: Μετὰ τὴν ἐπιτυχίαν τῶν δοκιμῶν θὰ κατασκευασθῇ ἀεροδρόμιον διὰ τὰ ὑδροπλάνα εἰς τὸ Θριάσιον πεδίον. [825, 1177, 1075, 1227]
column-rule [1210, 1706, 1211, 2254]
paragraph: Τὴν εὐνοίαν των ταύτην οἱ Ἰταλοὶ δικαιολογοῦσι κατόπιν τῆς καλῆς διαγωγῆς, ἣν ἐδείξαν ἀμφότεροι οἱ καϊμακάμαι κατὰ τὴν κατάληψιν τῶν νήσων. [1089, 1185, 1329, 1270]
paragraph: — Πόσα θέλω; Δὲν θέλω χρήματα. Οὐδέποτε θὰ προδώσω τὰ πράγματα ὅσα ξεύρω. [817, 1869, 1203, 1899]
paragraph: Συγχαίρων τοὺς μαθητὰς διὰ τὴν χρηστὴν διαγωγὴν καὶ ἐπίδοσιν, ἣν ἐπεδείξαντο, εὐχόμαι ἀπὸ καρδίας, ὅπως καὶ ἡ ἐν τῇ κοινωνικῇ καὶ πρακτικῇ βίου αὐτῶν ἡ πορεία αὐτῶν ἡ κατὰ πάντα χρηστὴ καὶ ἄνευ κανάγῳ τοῦ γογγύσου καὶ τῶν προσπαθειῶν, ὡς δὲν ἀποβαίνει αὐτὸ καταβάλλουσα ἡ σχολὴ πρὸς τὸ εὖ τὸν ἀνθρωπισμὸν καὶ κοινότητα τῶν τρεφόμενων αὐτῆς. Τὸ ἀπολυόμενον μάθημα τῆς διδομένης συνεχείας. [561, 645, 811, 853]
ad-printshop-tagline: Καλλιτεχνία, Ταχύτης καὶ Εὐθηνία [1293, 1969, 1517, 1985]
subhead-seaplanes: ΚΑΙ ΥΔΡΟΠΛΑΝΑ [896, 1031, 1004, 1047]
column-rule [410, 1706, 411, 2254]
ad-request-signature: Ἐκ τῆς Συντάξεως [1465, 1242, 1594, 1256]
divider [1342, 416, 1594, 419]
serial-author: Α. Ν. ΠΑΠΑΔΟΠΟΥΛΟΥ [96, 1734, 318, 1756]
paragraph: Κατὰ τὴν ἐν Παρισίοις παραμονήν του, ὁ στρατηγὸς κ. Ἐντοὺ θὰ φροντίσῃ διὰ τὴν κάθοδον εἰς Ἑλλάδα καταλλήλων Γάλλων ἀξιωματικῶν, εἰς τοὺς ὁποίους θ' ἀνατεθῇ ἡ διοργάνωσις τῶν ἱδρυομένων ἐνταῦθα σχολῶν ἀεροπλοίας. [825, 904, 1075, 1024]
subhead-french-organizers: ΟΙ ΓΑΛΛΟΙ ΩΡΓΑΝΩΤΑΙ [878, 828, 1022, 844]
paragraph: Ἀξιοπαρατήρητον δὲ κατὰ τὸν ἐν λόγῳ ἀνταπόκρισιν εἶνε καὶ τὸ γεγονός, ὅτι ἐφ' οἱ συμπολῖται Τούρκοι τῆς Συλημβρίας ὑπεσχέθησαν πρὸ τῶν ἐκλογῶν ὅτι θὰ βοηθήσουν πάσῃ δυνάμει τοὺς Ἰσραηλίτας ἐν περιπτώσει, καθ' ἣν οἱ Ἕλληνες θὰ ἐστρέφοντο κατ' αὐτῶν, σήμερον φαίνονται ὅτι ἐντελῶς ἔχουσι λησμονήσει τὰς ὑποσχέσεις των ἐκείνας καὶ ἡ ἀθαμφοτέρων τῶν ὑποσχέσεων διὰ τὴν ἐλεεινὴν κατάστασιν τῶν Ἰουδαίων εἶνε τελεία. [825, 505, 1075, 748]
paragraph: Οἱ βουλόμενοι ἀπευθυνθήτωσαν εἰς τὴν Σέρραις διαθέτουν τοῦ πληρεξουσίου κ. Μεχμὲτ Ἀλῆ Ἀγάν. [1342, 1043, 1594, 1089]
paragraph: — Ἡ ἀστυνομία ἂν ἔβλεπε δὲν θὰ συλλάβῃ ἐμὲ ἀλλὰ σᾶς. [28, 1934, 381, 1948]
paragraph: — Τί μυστικὰ ; Ἄκουσέ με, ἀποκρίθη, ἂν ἀκούῃς τὴν κυρία, τὴν ἐνδιαφερομένην ἡ ὁποία δὲν ἐκοίταξε νὰ γνωρίσῃ λεπτομερῶς. Γνωρίζω τὰ μέσα τὰ ὁποῖα μετῆλθεν ἡ κυρία διὰ νὰ ἐπιτύχῃ τὴν μητέρα τοῦ Ἀνδρέα, γνωρίζω τὸ μυστικὸν ὅλο τοῦ ὁποῖου ἔκλεψε τὴν ὑπηρέτριαν Συλιανήν. [417, 1853, 803, 1931]
serial-column-4 [1217, 1708, 1593, 2256]
divider [1342, 717, 1594, 720]
divider [561, 1522, 811, 1523]
paragraph: Οἱ ὑπερτριακόσιοι ἀπόφοιτοι τῆς σχολῆς, ἐγκατεστημένοι εἰς πάσαν γωνίαν ἑλληνικῆς γῆς καὶ κατέχοντες ἐν τραπεζιτικοῖς ἐμπορικοῖς καὶ βιομηχανικοῖς οἴκοις θέσεις ζηλευτὰς τιμῶσι τὴν γηραιὰν σχολὴν καὶ μαρτυροῦσι περὶ τῆς ἐνδελεχοῦς καὶ ἀθορύβου ἐργασίας, τῆς γενομένης ἐν αὐτῇ. Ὅταν δὲ ἀπὸ Θεοῦ φέρῃ εἰς πέρας τὸ ἐφάμενον ἤδη ἔργον τῆς συμπήξεως συνδέσμου πάντων τῶν ἀποφοίτων τῆς σχολῆς, τότε δι' ἐπιτηδείας θὰ φανῇ πόσον ἡ κολοσσία ἐργασία καὶ ἡ θαυμαστὴ ἐπίδρασις, ἣν ἔσχεν ἡ σχολὴ αὕτη πρὸς θεραπείαν τοῦ κερδῴου Ἑρμοῦ, τοῦ ἐμπορικοῦ καὶ οἰκονομικοῦ κλάδου, εἰς ὃν οἱ πρόγονοι ἡμῶν ἐξ ἴσου πρὸς τὸν ἐπιστημονικὸν διέπρεψαν. [298, 875, 548, 1206]
paragraph: Χ. Σούλτης ἐξ Ἠπείρου. Γ. Δαφαλάτης ἐξ Ἠπείρου. Ε. Γραμματίδης ἐκ Πευκοτάτου, Π. Σκαρλάτος ἐκ Πανόρμου, Μ. Ζημβρακὰ ἐξ Ἠπείρου, Ι. Χαρίτωνος ἐκ Δράμας, Θ. Διαμαντόπουλος ἐκ Σιλιστρίας, Ν. Τόγιας ἐξ Ἠπείρου, Α. Ἀλεξιάδης ἐκ Προύσης, Ν. Μίχου ἐκ Βόλου, Α. Τσιμουνίδης ἐκ Βόλου, μὲ τὸν βαθμὸν ἄριστα· οἱ δὲ Α. Γκανούλης ἐκ Σιατίστης, Θ. Δούκας ἐκ Σιατίστης, Α. Βασδέκης ἐξ Ἠπείρου, Α. Μιτσοῦλης ἐξ Ἠπείρου, Β. Χαραλαμπίδης ἐκ Στρωμνίτσης, Γ. Τσιμονίδης ἐκ Βόλου, Α. Διαμαντόπουλος ἐκ Ραιδεστοῦ, Ι. Ἀγγέλου ἐκ Θεσσαλονίκης, Ν. Κανόπουλος ἐκ Νεοχωρίου, Δ. Αυγιαρόπουλος ἐκ Βόλου, Α. Ἀθανασιάδης ἐξ Ἀδριανουπόλεως, Κ. Μαριελόπουλος ἐκ Βόλου μὲ τὸν βαθμὸν λίαν καλῶς. [561, 85, 811, 468]
paragraph: — Εἶνε ἀρκετὰ αὐτά ; [435, 1981, 568, 1995]
paragraph: Ἡ προσφορὰ τῆς πλειοδοσίας ὁρίζεται ἐντὸς 45 ἡμερῶν ἀπὸ τῆς ἡμερομηνίας τῆς παρούσης δημοσιεύσεως, ὁ δὲ τελευταῖος πλειοδότης μετὰ παρέλευσιν 15 ἡμερῶν θὰ κατακυρωθῇ. [1342, 947, 1594, 1041]
paragraph: Μὲ τὴν λῆξιν τοῦ παρόντος σχολικοῦ ἔτους τὸ Μαραλάκειον ἐμπορικὸν καὶ πρακτικὸν Λύκειον Στεφ. Νούκα συμπληροῖ τὸ 17 ἔτος τῆς σταδιοδρομίας αὐτοῦ καὶ ἀπολύει εἰς τὸν βιωτικὸν κονιορτὸν εἴκοσι καὶ τρεῖς ἀφριγμένους νεανίσκους πρὸς τὴν ἐμπορικὴν καὶ πρακτικὴν βίου τοῦ ἡμετέρου ἔθνους. [298, 595, 548, 751]
column-ads [1342, 32, 1594, 1694]
